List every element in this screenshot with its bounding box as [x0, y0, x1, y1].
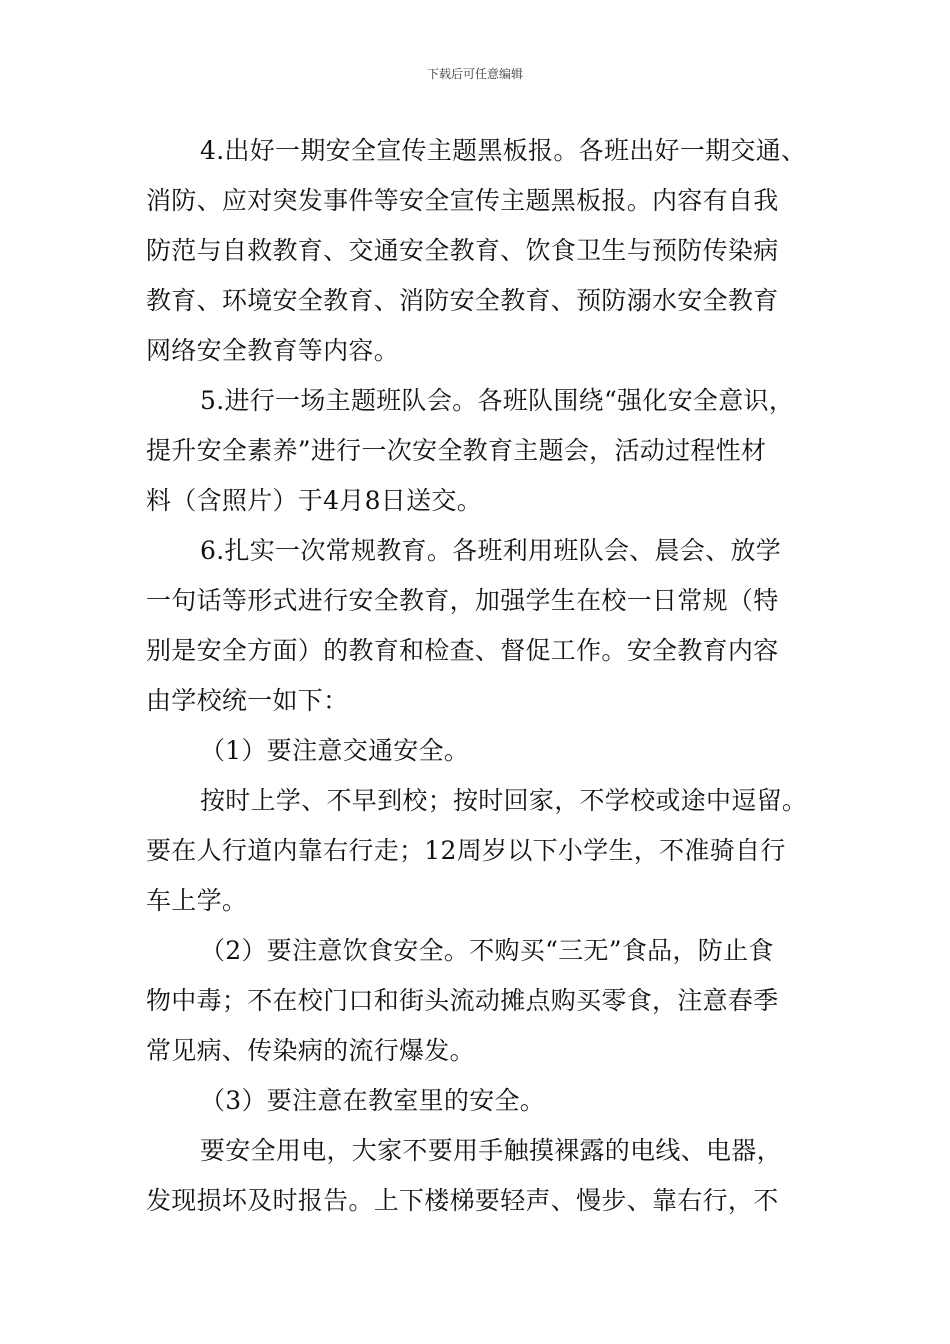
text-line: 物中毒；不在校门口和街头流动摊点购买零食，注意春季 — [146, 986, 779, 1015]
text-line: 6.扎实一次常规教育。各班利用班队会、晨会、放学 — [200, 536, 782, 565]
text-line: 一句话等形式进行安全教育，加强学生在校一日常规（特 — [146, 586, 779, 615]
text-line: 发现损坏及时报告。上下楼梯要轻声、慢步、靠右行，不 — [146, 1186, 779, 1215]
text-line: 别是安全方面）的教育和检查、督促工作。安全教育内容 — [146, 636, 779, 665]
text-line: 料（含照片）于4月8日送交。 — [146, 486, 483, 515]
text-line: 5.进行一场主题班队会。各班队围绕“强化安全意识， — [200, 386, 795, 415]
page-header: 下载后可任意编辑 — [426, 67, 523, 81]
text-line: 常见病、传染病的流行爆发。 — [146, 1036, 475, 1065]
text-line: 提升安全素养”进行一次安全教育主题会，活动过程性材 — [146, 436, 767, 465]
text-line: 消防、应对突发事件等安全宣传主题黑板报。内容有自我 — [146, 186, 779, 215]
text-line: 车上学。 — [146, 886, 248, 915]
text-line: （1）要注意交通安全。 — [200, 736, 470, 765]
text-line: 按时上学、不早到校；按时回家，不学校或途中逗留。 — [200, 786, 808, 815]
text-line: 网络安全教育等内容。 — [146, 336, 400, 365]
text-line: 4.出好一期安全宣传主题黑板报。各班出好一期交通、 — [200, 136, 807, 165]
text-line: 防范与自救教育、交通安全教育、饮食卫生与预防传染病 — [146, 236, 779, 265]
text-line: 要安全用电，大家不要用手触摸裸露的电线、电器， — [200, 1136, 782, 1165]
text-line: 要在人行道内靠右行走；12周岁以下小学生，不准骑自行 — [146, 836, 786, 865]
text-line: （2）要注意饮食安全。不购买“三无”食品，防止食 — [200, 936, 774, 965]
text-line: （3）要注意在教室里的安全。 — [200, 1086, 546, 1115]
text-line: 教育、环境安全教育、消防安全教育、预防溺水安全教育 — [146, 286, 779, 315]
document-body — [146, 126, 816, 1226]
text-line: 由学校统一如下： — [146, 686, 349, 715]
